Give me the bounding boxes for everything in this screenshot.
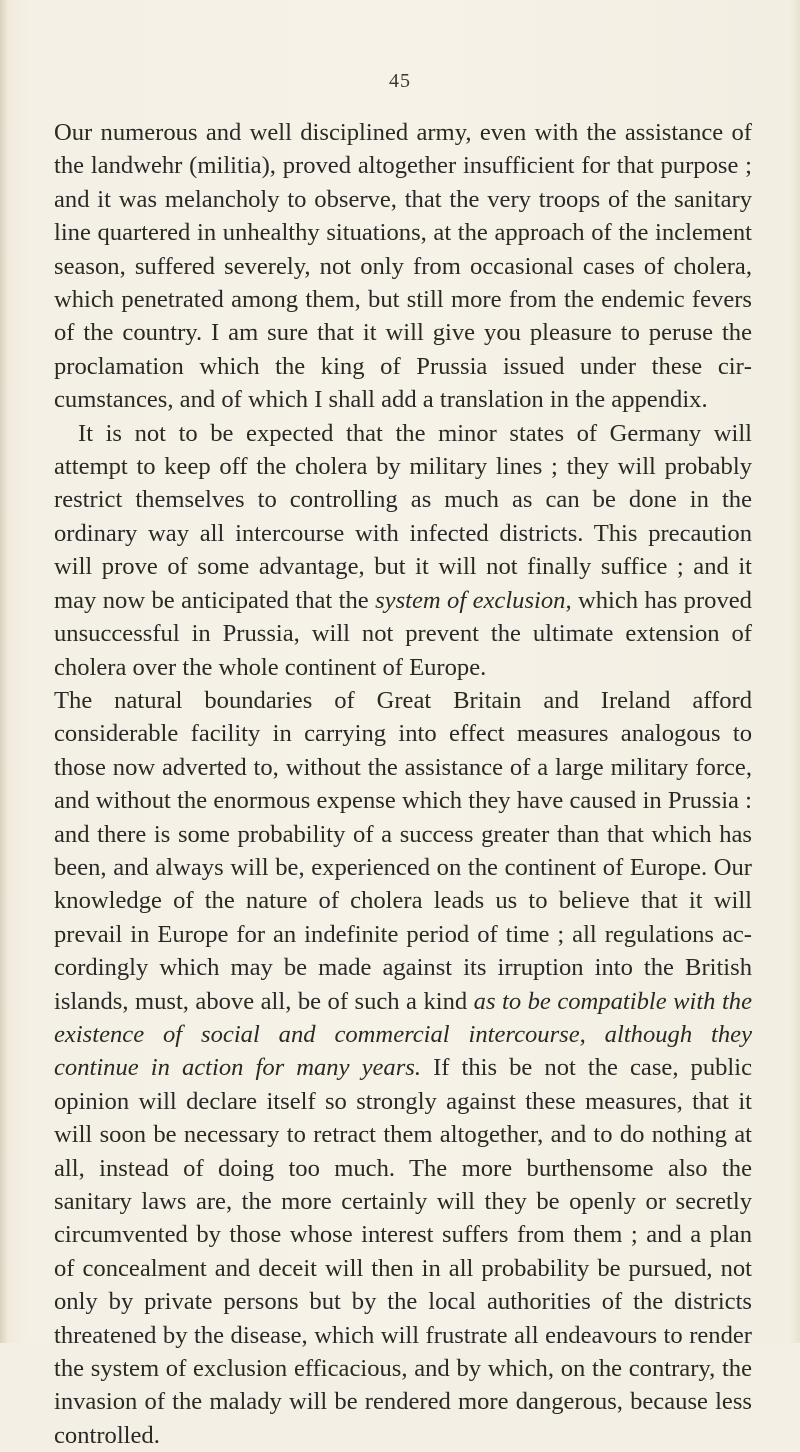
paragraph-3 <box>54 684 752 1452</box>
paragraph-3-text-a: The natural boundaries of Great Britain and Ireland afford considerable facility in carrying into effect measures analogous to those now adverted to, without the assistance of a large military force, and without the enormous expense which they have caused in Prussia : and there is some probability of a success greater than that which has been, and always will be, experienced on the continent of Europe. Our knowledge of the nature of cholera leads us to believe that it will prevail in Europe for an indefinite period of time ; all regulations accordingly which may be made against its irruption into the British islands, must, above all, be of such a kind <box>54 686 752 1015</box>
paragraph-2-italic: system of exclusion, <box>375 586 572 614</box>
paragraph-3-italic: as to be compatible with the existence of social and commercial intercourse, although they continue in action for many years. <box>54 987 752 1082</box>
page-number: 45 <box>389 70 411 92</box>
page-edge-shadow <box>0 0 8 1343</box>
paragraph-1-text: Our numerous and well disciplined army, even with the assistance of the landwehr (militia), proved altogether insufficient for that purpose ; and it was melancholy to observe, that the very troops of the sanitary line quartered in unhealthy situations, at the approach of the inclement season, suffered severely, not only from occasional cases of cholera, which penetrated among them, but still more from the endemic fevers of the country. I am sure that it will give you pleasure to peruse the proclamation which the king of Prussia issued under these circumstances, and of which I shall add a translation in the appendix. <box>54 119 752 414</box>
paragraph-3-text-b: If this be not the case, public opinion will declare itself so strongly against these measures, that it will soon be necessary to retract them altogether, and to do nothing at all, instead of doing too much. The more burthensome also the sanitary laws are, the more certainly will they be openly or secretly circumvented by those whose interest suffers from them ; and a plan of concealment and deceit will then in all probability be pursued, not only by private persons but by the local authorities of the districts threatened by the disease, which will frustrate all endeavours to render the system of exclusion efficacious, and by which, on the contrary, the invasion of the malady will be rendered more dangerous, because less controlled. <box>54 1054 753 1449</box>
paragraph-1 <box>54 116 752 417</box>
paragraph-2-text-b: which has proved unsuccessful in Prussia, will not prevent the ultimate extension of cholera over the whole continent of Europe. <box>54 586 752 681</box>
paragraph-2-text-a: It is not to be expected that the minor states of Germany will attempt to keep off the cholera by military lines ; they will probably restrict themselves to controlling as much as can be done in the ordinary way all intercourse with infected districts. This precaution will prove of some advantage, but it will not finally suffice ; and it may now be anticipated that the <box>54 419 752 614</box>
paragraph-2 <box>54 417 752 684</box>
body-text <box>54 116 752 1452</box>
